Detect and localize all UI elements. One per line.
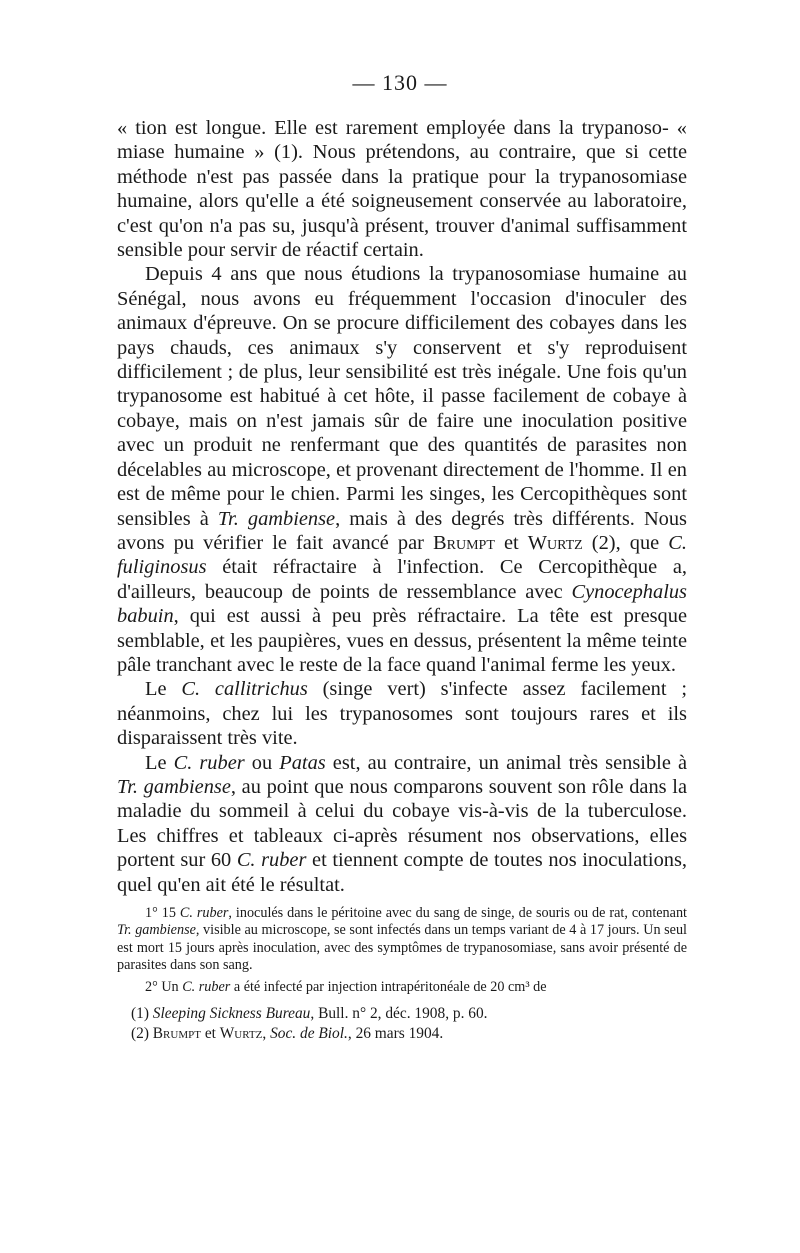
text-run: Wurtz [219, 1025, 263, 1043]
text-run: , au point que nous comparons souvent son rôle dans la maladie du sommeil à celui du cobaye vis-à-vis de la tuberculose. Les chiffres et tableaux ci-après résument nos observations, elles portent sur 60 [117, 775, 688, 872]
text-run: , qui est aussi à peu près réfractaire. La tête est presque semblable, et les paupières, vues en dessus, présentent la même teinte pâle tranchant avec le reste de la face quand l'animal ferme les yeux. [117, 605, 687, 676]
text-run: , Bull. n° 2, déc. 1908, p. 60. [310, 1005, 488, 1023]
text-run: , mais à des degrés très différents. Nous avons pu vérifier le fait avancé par [117, 507, 687, 554]
text-run: , visible au microscope, se sont infectés dans un temps variant de 4 à 17 jours. Un seul est mort 15 jours après inoculation, avec des symptômes de trypanosomiase, sans avoir présenté de parasites dans son sang. [117, 922, 687, 974]
text-run: , 26 mars 1904. [347, 1025, 444, 1043]
paragraph-3 [117, 677, 687, 750]
text-run: Wurtz [527, 531, 583, 554]
text-run: (1) [131, 1005, 153, 1023]
text-run: (2), que [582, 531, 669, 554]
text-run: Le [145, 678, 182, 701]
text-run: 1° 15 [145, 905, 180, 921]
text-run: a été infecté par injection intrapéritonéale de 20 cm³ de [230, 978, 547, 995]
footnote-2 [117, 1024, 687, 1044]
main-text [117, 116, 687, 1044]
text-run: C. fuliginosus [117, 531, 687, 579]
text-run: Sleeping Sickness Bureau [152, 1005, 311, 1023]
text-run: C. ruber [179, 905, 229, 921]
text-run: « tion est longue. Elle est rarement employée dans la trypanoso- « miase humaine » (1). Nous prétendons, au contraire, que si cette méthode n'est pas passée dans la pratique pour la trypanosomiase humaine, alors qu'elle a été soigneusement conservée au laboratoire, c'est qu'on n'a pas su, jusqu'à présent, trouver d'animal suffisamment sensible pour servir de réactif certain. [117, 117, 687, 262]
text-run: Soc. de Biol. [270, 1025, 348, 1043]
paragraph-1 [117, 116, 687, 262]
text-run: est, au contraire, un animal très sensible à [325, 751, 688, 774]
text-run: Tr. gambiense [117, 775, 231, 798]
text-run: 2° Un [145, 978, 183, 995]
text-run: (singe vert) s'infecte assez facilement ; néanmoins, chez lui les trypanosomes sont toujours rares et ils disparaissent très vite. [117, 678, 687, 750]
text-run: (2) [131, 1025, 153, 1043]
paragraph-4 [117, 751, 687, 897]
page-number: — 130 — [352, 70, 448, 95]
text-run: ou [244, 751, 280, 774]
text-run: et [494, 531, 528, 554]
text-run: Brumpt [152, 1025, 201, 1043]
text-run: Patas [279, 751, 326, 774]
observation-1 [117, 905, 687, 975]
paragraph-2 [117, 262, 687, 677]
text-run: C. ruber [182, 978, 231, 995]
observation-2 [117, 979, 687, 996]
footnotes [117, 1004, 687, 1044]
text-run: C. ruber [173, 751, 245, 774]
text-run: C. ruber [236, 849, 307, 872]
text-run: , inoculés dans le péritoine avec du sang de singe, de souris ou de rat, contenant [228, 905, 687, 921]
text-run: Brumpt [433, 531, 495, 554]
text-run: Le [145, 751, 174, 774]
text-run: Depuis 4 ans que nous étudions la trypanosomiase humaine au Sénégal, nous avons eu fréquemment l'occasion d'inoculer des animaux d'épreuve. On se procure difficilement des cobayes dans les pays chauds, ces animaux s'y conservent et s'y reproduisent difficilement ; de plus, leur sensibilité est très inégale. Une fois qu'un trypanosome est habitué à cet hôte, il passe facilement de cobaye à cobaye, mais on n'est jamais sûr de faire une inoculation positive avec un produit ne renfermant que des quantités de parasites non décelables au microscope, et provenant directement de l'homme. Il en est de même pour le chien. Parmi les singes, les Cercopithèques sont sensibles à [117, 263, 687, 530]
text-run: était réfractaire à l'infection. Ce Cercopithèque a, d'ailleurs, beaucoup de points de ressemblance avec [117, 556, 687, 603]
text-run: Tr. gambiense [217, 507, 336, 530]
text-run: et [200, 1025, 220, 1043]
text-run: Tr. gambiense [117, 922, 196, 939]
text-run: et tiennent compte de toutes nos inoculations, quel qu'en ait été le résultat. [117, 849, 687, 896]
text-run: Cynocephalus babuin [117, 580, 687, 628]
text-run: C. callitrichus [181, 678, 308, 701]
observations [117, 905, 687, 996]
footnote-1 [117, 1004, 687, 1024]
text-run: , [262, 1025, 271, 1043]
